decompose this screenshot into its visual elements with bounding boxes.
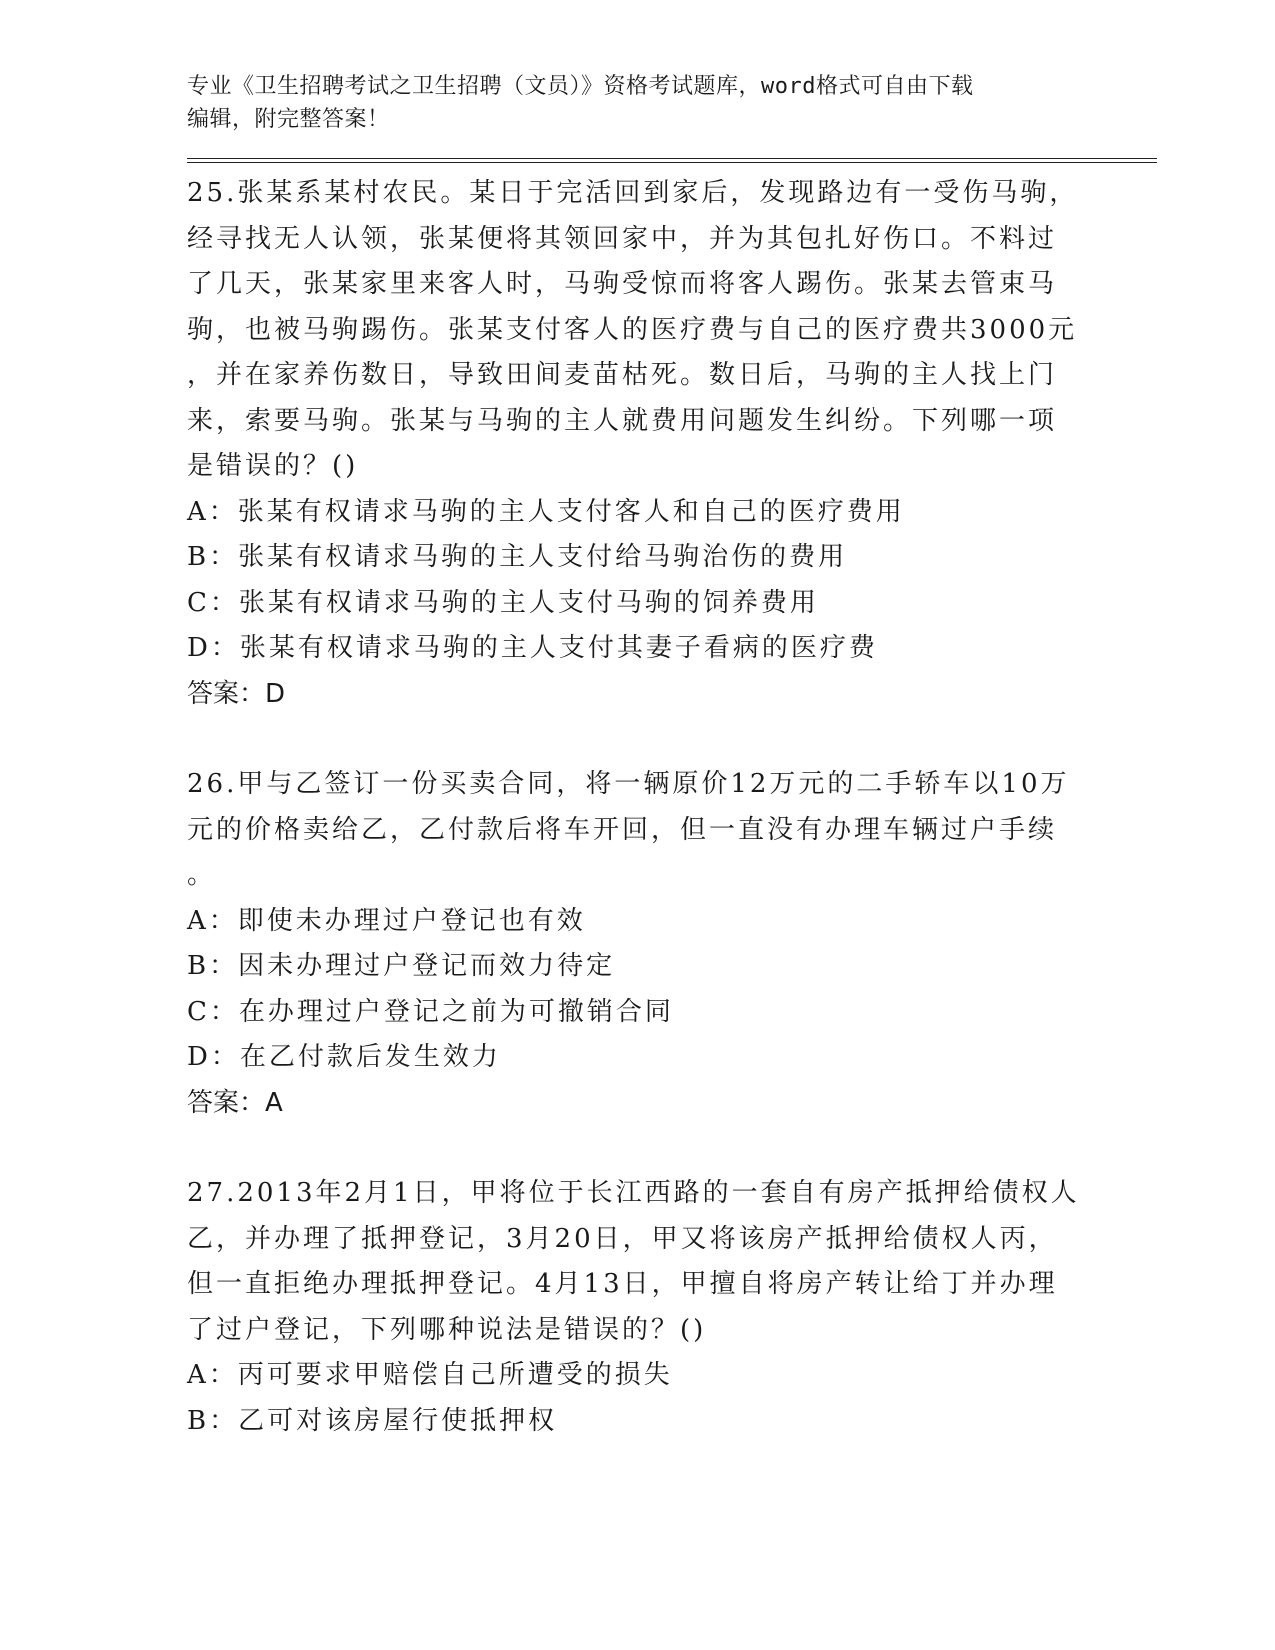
question-26 <box>187 762 1157 1126</box>
question-stem-line: 。 <box>187 860 217 890</box>
option-a: A：张某有权请求马驹的主人支付客人和自己的医疗费用 <box>187 496 905 527</box>
document-page <box>187 70 1157 1444</box>
question-stem-line: 来，索要马驹。张某与马驹的主人就费用问题发生纠纷。下列哪一项 <box>187 405 1058 436</box>
question-stem-line: 元的价格卖给乙，乙付款后将车开回，但一直没有办理车辆过户手续 <box>187 814 1058 845</box>
question-stem-line: 是错误的？() <box>187 451 359 481</box>
question-stem-line: 驹，也被马驹踢伤。张某支付客人的医疗费与自己的医疗费共3000元 <box>187 314 1078 345</box>
question-stem-line: 了过户登记，下列哪种说法是错误的？() <box>187 1314 707 1345</box>
option-c: C：在办理过户登记之前为可撤销合同 <box>187 996 674 1027</box>
question-27 <box>187 1171 1157 1444</box>
question-stem-line: ，并在家养伤数日，导致田间麦苗枯死。数日后，马驹的主人找上门 <box>187 360 1058 390</box>
option-d: D：张某有权请求马驹的主人支付其妻子看病的医疗费 <box>187 633 878 663</box>
option-b: B：乙可对该房屋行使抵押权 <box>187 1405 558 1436</box>
question-stem-line: 26.甲与乙签订一份买卖合同，将一辆原价12万元的二手轿车以10万 <box>187 769 1070 799</box>
question-25 <box>187 171 1157 717</box>
option-c: C：张某有权请求马驹的主人支付马驹的饲养费用 <box>187 587 819 618</box>
option-b: B：张某有权请求马驹的主人支付给马驹治伤的费用 <box>187 542 848 572</box>
option-a: A：即使未办理过户登记也有效 <box>187 905 586 936</box>
header-divider <box>187 158 1157 163</box>
header-line: 编辑，附完整答案！ <box>187 107 390 132</box>
option-d: D：在乙付款后发生效力 <box>187 1042 501 1072</box>
answer-label: 答案：A <box>187 1087 283 1118</box>
answer-label: 答案：D <box>187 678 286 709</box>
question-stem-line: 经寻找无人认领，张某便将其领回家中，并为其包扎好伤口。不料过 <box>187 223 1058 254</box>
option-a: A：丙可要求甲赔偿自己所遭受的损失 <box>187 1360 673 1390</box>
question-stem-line: 25.张某系某村农民。某日于完活回到家后，发现路边有一受伤马驹， <box>187 178 1079 208</box>
question-stem-line: 乙，并办理了抵押登记，3月20日，甲又将该房产抵押给债权人丙， <box>187 1223 1058 1254</box>
question-stem-line: 27.2013年2月1日，甲将位于长江西路的一套自有房产抵押给债权人 <box>187 1178 1080 1208</box>
question-stem-line: 了几天，张某家里来客人时，马驹受惊而将客人踢伤。张某去管束马 <box>187 269 1058 299</box>
header-line: 专业《卫生招聘考试之卫生招聘（文员）》资格考试题库，word格式可自由下载 <box>187 74 974 99</box>
question-stem-line: 但一直拒绝办理抵押登记。4月13日，甲擅自将房产转让给丁并办理 <box>187 1269 1058 1299</box>
document-header <box>187 70 1067 136</box>
option-b: B：因未办理过户登记而效力待定 <box>187 951 616 981</box>
